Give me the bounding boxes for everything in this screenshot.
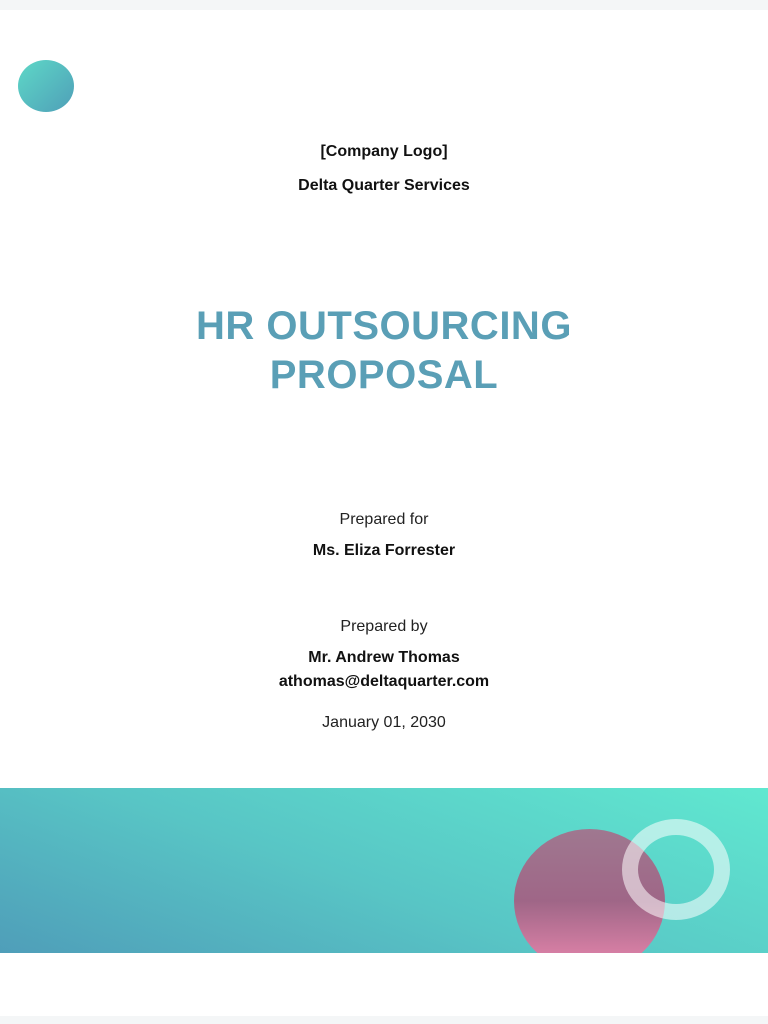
proposal-cover-page — [0, 10, 768, 1016]
prepared-by-email: athomas@deltaquarter.com — [278, 673, 490, 690]
document-title-line-1: HR OUTSOURCING — [196, 304, 572, 348]
prepared-for-name: Ms. Eliza Forrester — [312, 542, 456, 559]
prepared-by-label: Prepared by — [340, 618, 428, 635]
company-logo-placeholder: [Company Logo] — [320, 143, 448, 160]
decorative-teal-circle — [18, 60, 74, 112]
prepared-for-label: Prepared for — [339, 511, 429, 528]
document-title-line-2: PROPOSAL — [269, 353, 499, 397]
decorative-white-ring — [622, 819, 730, 920]
document-title — [0, 302, 768, 400]
decorative-gradient-band — [0, 788, 768, 953]
prepared-by-name: Mr. Andrew Thomas — [308, 649, 460, 666]
page-footer-space — [0, 953, 768, 1016]
company-name: Delta Quarter Services — [298, 177, 470, 194]
proposal-date: January 01, 2030 — [322, 714, 446, 731]
